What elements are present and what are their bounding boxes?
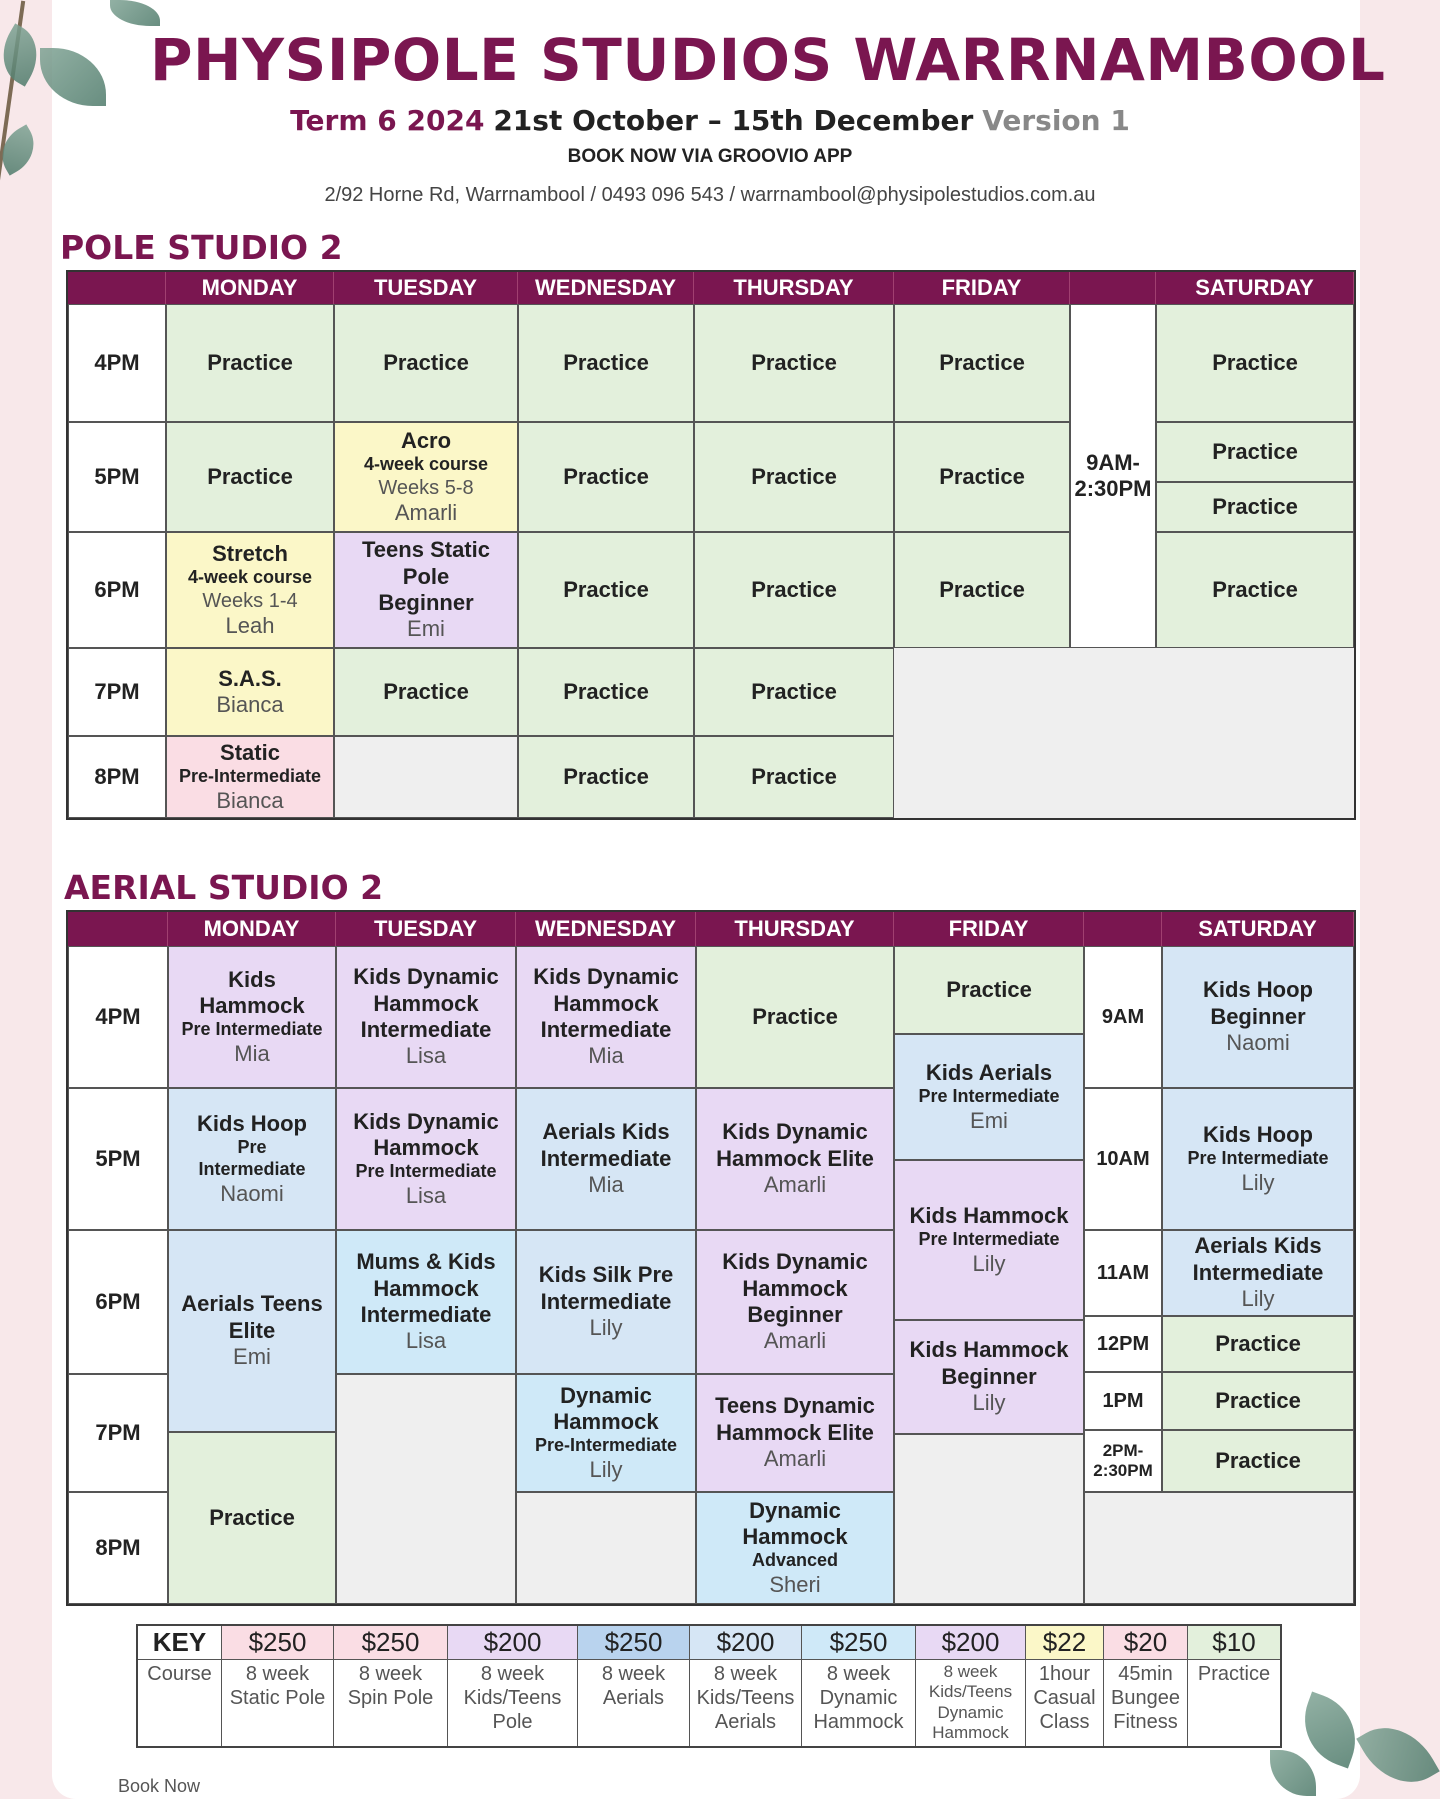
- key-desc-line: 8 week: [480, 1663, 545, 1685]
- class-level: Intermediate: [360, 1302, 492, 1327]
- key-price: $200: [916, 1626, 1025, 1660]
- class-cell: [334, 422, 518, 532]
- class-cell: [334, 304, 518, 422]
- key-price: $250: [578, 1626, 689, 1660]
- class-cell: [518, 304, 694, 422]
- key-desc-line: 8 week: [245, 1663, 310, 1685]
- instructor-name: Sheri: [769, 1571, 821, 1597]
- key-desc-line: 45min: [1118, 1663, 1173, 1685]
- day-header-wednesday: WEDNESDAY: [516, 912, 696, 946]
- class-level: Pre Intermediate: [181, 1019, 323, 1040]
- key-desc: [916, 1660, 1025, 1744]
- key-desc-line: Kids/Teens: [928, 1682, 1013, 1702]
- key-desc-line: Hammock: [932, 1723, 1009, 1743]
- key-price: $250: [334, 1626, 447, 1660]
- header-blank: [68, 272, 166, 304]
- class-name: Teens Dynamic: [715, 1393, 875, 1419]
- key-item: [1188, 1626, 1280, 1746]
- instructor-name: Amarli: [763, 1172, 827, 1198]
- key-price: $10: [1188, 1626, 1280, 1660]
- class-cell: [1156, 422, 1354, 482]
- day-header-monday: MONDAY: [166, 272, 334, 304]
- class-cell: [694, 532, 894, 648]
- instructor-name: Leah: [225, 612, 275, 638]
- instructor-name: Amarli: [763, 1328, 827, 1354]
- class-cell: [168, 1088, 336, 1230]
- class-name: Practice: [939, 576, 1025, 602]
- class-name: Hammock: [742, 1524, 848, 1549]
- instructor-name: Amarli: [394, 499, 458, 525]
- class-cell: [894, 304, 1070, 422]
- class-cell: [894, 1160, 1084, 1320]
- key-price: $250: [222, 1626, 333, 1660]
- class-name: Practice: [1212, 438, 1298, 464]
- class-cell: [1156, 304, 1354, 422]
- class-name: Practice: [1212, 493, 1298, 519]
- key-item: [334, 1626, 448, 1746]
- day-header-tuesday: TUESDAY: [336, 912, 516, 946]
- class-level: Intermediate: [540, 1288, 672, 1314]
- key-desc: [1026, 1660, 1103, 1734]
- class-cell: [166, 648, 334, 736]
- time-4pm: 4PM: [68, 946, 168, 1088]
- class-name: Practice: [209, 1504, 295, 1530]
- class-name: Kids Hoop: [1203, 1121, 1313, 1147]
- class-level: Intermediate: [540, 1145, 672, 1171]
- day-header-monday: MONDAY: [168, 912, 336, 946]
- instructor-name: Lily: [589, 1456, 623, 1482]
- time-7pm: 7PM: [68, 648, 166, 736]
- key-desc-line: Casual: [1033, 1687, 1096, 1709]
- empty-cell: [336, 1374, 516, 1604]
- class-cell: [166, 736, 334, 818]
- instructor-name: Bianca: [216, 692, 284, 717]
- instructor-name: Emi: [407, 616, 445, 642]
- empty-cell: [334, 736, 518, 818]
- class-name: Aerials Teens: [181, 1291, 323, 1317]
- class-cell: [1162, 946, 1354, 1088]
- class-name: Kids Hammock: [909, 1337, 1069, 1363]
- key-desc-line: 8 week: [943, 1662, 998, 1681]
- class-level: Intermediate: [1192, 1259, 1324, 1285]
- class-name: Practice: [752, 1003, 838, 1029]
- class-cell: [336, 1230, 516, 1374]
- class-name: Aerials Kids: [1194, 1233, 1322, 1259]
- key-desc: [448, 1660, 577, 1734]
- day-header-saturday: SATURDAY: [1162, 912, 1354, 946]
- book-now-link[interactable]: Book Now: [118, 1776, 201, 1796]
- class-name: Practice: [1215, 1447, 1301, 1473]
- key-desc: [334, 1660, 447, 1710]
- book-app-note: BOOK NOW VIA GROOVIO APP: [567, 146, 853, 167]
- class-level: Advanced: [751, 1550, 839, 1571]
- class-cell: [168, 946, 336, 1088]
- key-desc: [222, 1660, 333, 1710]
- class-name: Practice: [1215, 1387, 1301, 1413]
- class-name: Practice: [563, 678, 649, 704]
- instructor-name: Emi: [233, 1344, 271, 1370]
- class-name: Kids Dynamic: [353, 964, 499, 990]
- saturday-time: 11AM: [1084, 1230, 1162, 1316]
- class-weeks: Weeks 5-8: [378, 476, 474, 499]
- class-name: Practice: [1212, 576, 1298, 602]
- class-level: Beginner: [747, 1302, 843, 1327]
- class-name: Practice: [751, 678, 837, 704]
- class-level: Beginner: [378, 590, 474, 615]
- class-cell: [1162, 1316, 1354, 1372]
- key-price: $22: [1026, 1626, 1103, 1660]
- class-cell: [894, 422, 1070, 532]
- saturday-time: 12PM: [1084, 1316, 1162, 1372]
- class-name: Practice: [939, 463, 1025, 489]
- key-desc-line: Hammock: [813, 1711, 904, 1733]
- class-level: Elite: [228, 1317, 276, 1343]
- class-name: Hammock: [553, 1409, 659, 1434]
- instructor-name: Lily: [589, 1315, 623, 1341]
- key-desc-line: Spin Pole: [347, 1687, 434, 1709]
- class-cell: [696, 1374, 894, 1492]
- class-cell: [168, 1230, 336, 1432]
- class-detail: 4-week course: [187, 567, 313, 588]
- class-name: Stretch: [212, 540, 288, 566]
- class-cell: [518, 736, 694, 818]
- class-name: Kids Hammock: [909, 1202, 1069, 1228]
- class-cell: [1162, 1088, 1354, 1230]
- class-name: Practice: [383, 349, 469, 375]
- instructor-name: Lily: [972, 1250, 1006, 1276]
- instructor-name: Lisa: [405, 1328, 447, 1354]
- class-level: Pre Intermediate: [918, 1086, 1060, 1107]
- class-cell: [166, 532, 334, 648]
- key-course-label: Course: [147, 1663, 212, 1685]
- key-desc-line: 8 week: [713, 1663, 778, 1685]
- page-title: PHYSIPOLE STUDIOS WARRNAMBOOL: [150, 26, 1386, 94]
- time-5pm: 5PM: [68, 1088, 168, 1230]
- key-item: [916, 1626, 1026, 1746]
- class-name: Hammock: [373, 990, 479, 1016]
- version-label: Version 1: [982, 104, 1130, 137]
- class-name: Pole: [402, 563, 450, 589]
- class-cell: [1162, 1430, 1354, 1492]
- key-item: [690, 1626, 802, 1746]
- class-level: Pre Intermediate: [1187, 1148, 1329, 1169]
- key-desc-line: Kids/Teens: [696, 1687, 795, 1709]
- instructor-name: Naomi: [1226, 1030, 1290, 1056]
- class-level: Intermediate: [540, 1017, 672, 1042]
- class-cell: [518, 422, 694, 532]
- class-cell: [696, 1492, 894, 1604]
- pole-timetable: [66, 270, 1356, 820]
- time-4pm: 4PM: [68, 304, 166, 422]
- key-desc-line: Static Pole: [229, 1687, 326, 1709]
- empty-cell: [894, 648, 1354, 818]
- class-name: Kids Silk Pre: [538, 1262, 674, 1288]
- time-8pm: 8PM: [68, 1492, 168, 1604]
- class-name: Hammock: [553, 990, 659, 1016]
- day-header-friday: FRIDAY: [894, 272, 1070, 304]
- time-6pm: 6PM: [68, 532, 166, 648]
- class-name: Practice: [207, 349, 293, 375]
- key-desc-line: 1hour: [1038, 1663, 1091, 1685]
- key-label-column: [138, 1626, 222, 1746]
- class-level: Hammock Elite: [716, 1145, 874, 1171]
- class-level: Pre Intermediate: [918, 1229, 1060, 1250]
- instructor-name: Lily: [972, 1390, 1006, 1416]
- class-cell: [516, 1088, 696, 1230]
- key-item: [448, 1626, 578, 1746]
- header-blank: [1084, 912, 1162, 946]
- class-cell: [334, 648, 518, 736]
- class-level: Pre-Intermediate: [534, 1435, 678, 1456]
- day-header-friday: FRIDAY: [894, 912, 1084, 946]
- day-header-thursday: THURSDAY: [696, 912, 894, 946]
- class-level: Intermediate: [198, 1159, 306, 1179]
- class-name: Static: [220, 739, 280, 765]
- class-name: S.A.S.: [218, 665, 282, 691]
- day-header-wednesday: WEDNESDAY: [518, 272, 694, 304]
- key-desc-line: Dynamic: [937, 1702, 1004, 1722]
- key-desc-line: 8 week: [826, 1663, 891, 1685]
- instructor-name: Amarli: [763, 1446, 827, 1472]
- time-5pm: 5PM: [68, 422, 166, 532]
- instructor-name: Lily: [1241, 1286, 1275, 1312]
- class-name: Practice: [563, 349, 649, 375]
- class-cell: [518, 648, 694, 736]
- class-name: Mums & Kids: [356, 1249, 496, 1275]
- time-6pm: 6PM: [68, 1230, 168, 1374]
- key-item: [222, 1626, 334, 1746]
- key-item: [1104, 1626, 1188, 1746]
- instructor-name: Naomi: [220, 1180, 284, 1206]
- key-desc-line: Fitness: [1113, 1711, 1178, 1733]
- key-desc-line: Dynamic: [819, 1687, 898, 1709]
- class-cell: [696, 1088, 894, 1230]
- class-cell: [166, 422, 334, 532]
- instructor-name: Bianca: [216, 787, 284, 813]
- class-detail: 4-week course: [363, 454, 489, 475]
- class-cell: [694, 736, 894, 818]
- key-desc-line: Bungee: [1111, 1687, 1180, 1709]
- class-name: Hammock: [373, 1135, 479, 1160]
- day-header-thursday: THURSDAY: [694, 272, 894, 304]
- class-level: Hammock Elite: [716, 1419, 874, 1445]
- class-cell: [336, 946, 516, 1088]
- class-cell: [894, 1320, 1084, 1434]
- instructor-name: Mia: [234, 1040, 270, 1066]
- class-cell: [694, 304, 894, 422]
- key-price: $200: [690, 1626, 801, 1660]
- key-price: $20: [1104, 1626, 1187, 1660]
- class-level: Pre: [237, 1137, 267, 1158]
- contact-line: 2/92 Horne Rd, Warrnambool / 0493 096 543 / warrnambool@physipolestudios.com.au: [324, 184, 1096, 206]
- aerial-studio-title: AERIAL STUDIO 2: [64, 868, 384, 907]
- class-name: Hammock: [199, 993, 305, 1018]
- key-desc-line: Class: [1039, 1711, 1090, 1733]
- class-weeks: Weeks 1-4: [202, 589, 298, 612]
- class-level: Pre Intermediate: [355, 1161, 497, 1182]
- class-name: Practice: [1212, 349, 1298, 375]
- eucalyptus-leaf-icon: [1356, 1711, 1439, 1799]
- class-cell: [166, 304, 334, 422]
- day-header-tuesday: TUESDAY: [334, 272, 518, 304]
- class-cell: [694, 422, 894, 532]
- class-cell: [1162, 1230, 1354, 1316]
- class-name: Teens Static: [362, 537, 490, 563]
- class-name: Practice: [751, 463, 837, 489]
- time-7pm: 7PM: [68, 1374, 168, 1492]
- key-desc-line: Kids/Teens: [463, 1687, 562, 1709]
- header-blank: [68, 912, 168, 946]
- saturday-time: 9AM: [1084, 946, 1162, 1088]
- saturday-time: 1PM: [1084, 1372, 1162, 1430]
- instructor-name: Emi: [970, 1107, 1008, 1133]
- saturday-time: 10AM: [1084, 1088, 1162, 1230]
- class-name: Kids Dynamic: [722, 1119, 868, 1145]
- key-desc-line: Practice: [1197, 1663, 1271, 1685]
- instructor-name: Lisa: [405, 1043, 447, 1069]
- key-desc: [1104, 1660, 1187, 1734]
- saturday-time: [1070, 304, 1156, 648]
- class-name: Practice: [383, 678, 469, 704]
- key-desc: [802, 1660, 915, 1734]
- class-name: Kids Hoop: [1203, 977, 1313, 1003]
- class-name: Kids Hoop: [197, 1111, 307, 1137]
- key-desc: [1188, 1660, 1280, 1686]
- class-name: Kids Dynamic: [533, 964, 679, 990]
- class-cell: [894, 532, 1070, 648]
- class-cell: [516, 1374, 696, 1492]
- empty-cell: [894, 1434, 1084, 1604]
- key-desc-line: Aerials: [602, 1687, 665, 1709]
- class-cell: [516, 946, 696, 1088]
- class-name: Practice: [751, 763, 837, 789]
- class-cell: [336, 1088, 516, 1230]
- class-cell: [1156, 532, 1354, 648]
- key-desc-line: Pole: [492, 1711, 533, 1733]
- key-desc-line: 8 week: [601, 1663, 666, 1685]
- class-name: Acro: [400, 427, 452, 453]
- class-cell: [694, 648, 894, 736]
- key-label: KEY: [138, 1626, 221, 1660]
- class-cell: [516, 1230, 696, 1374]
- class-name: Practice: [207, 463, 293, 489]
- class-name: Kids: [228, 966, 276, 992]
- class-name: Kids Aerials: [925, 1059, 1053, 1085]
- term-label: Term 6 2024: [290, 104, 485, 137]
- class-cell: [894, 1034, 1084, 1160]
- key-desc-line: 8 week: [358, 1663, 423, 1685]
- time-8pm: 8PM: [68, 736, 166, 818]
- class-cell: [334, 532, 518, 648]
- class-name: Practice: [1215, 1330, 1301, 1356]
- key-desc-line: Aerials: [714, 1711, 777, 1733]
- key-price: $200: [448, 1626, 577, 1660]
- class-name: Kids Dynamic: [353, 1108, 499, 1134]
- class-name: Practice: [751, 349, 837, 375]
- saturday-time-label: 9AM- 2:30PM: [1074, 449, 1152, 501]
- class-name: Practice: [563, 463, 649, 489]
- class-name: Practice: [751, 576, 837, 602]
- class-cell: [1162, 1372, 1354, 1430]
- term-line: [150, 104, 1270, 137]
- key-item: [1026, 1626, 1104, 1746]
- key-desc: [578, 1660, 689, 1710]
- class-cell: [696, 946, 894, 1088]
- aerial-timetable: [66, 910, 1356, 1606]
- price-key: [136, 1624, 1282, 1748]
- key-item: [578, 1626, 690, 1746]
- class-name: Practice: [946, 976, 1032, 1002]
- class-name: Hammock: [373, 1275, 479, 1301]
- class-name: Hammock: [742, 1275, 848, 1301]
- saturday-time: 2PM- 2:30PM: [1084, 1430, 1162, 1492]
- class-cell: [518, 532, 694, 648]
- class-name: Aerials Kids: [542, 1119, 670, 1145]
- class-cell: [696, 1230, 894, 1374]
- empty-cell: [516, 1492, 696, 1604]
- class-cell: [1156, 482, 1354, 532]
- class-level: Beginner: [941, 1363, 1037, 1389]
- class-name: Practice: [563, 763, 649, 789]
- class-name: Dynamic: [560, 1382, 652, 1408]
- class-detail: Pre-Intermediate: [178, 766, 322, 787]
- class-name: Dynamic: [749, 1497, 841, 1523]
- key-price: $250: [802, 1626, 915, 1660]
- instructor-name: Mia: [588, 1172, 624, 1198]
- class-name: Practice: [563, 576, 649, 602]
- empty-cell: [1084, 1492, 1354, 1604]
- class-level: Beginner: [1210, 1003, 1306, 1029]
- day-header-saturday: SATURDAY: [1156, 272, 1354, 304]
- class-name: Kids Dynamic: [722, 1249, 868, 1275]
- instructor-name: Lisa: [405, 1182, 447, 1208]
- key-desc: [690, 1660, 801, 1734]
- class-cell: [894, 946, 1084, 1034]
- instructor-name: Lily: [1241, 1169, 1275, 1195]
- key-item: [802, 1626, 916, 1746]
- class-name: Practice: [939, 349, 1025, 375]
- class-level: Intermediate: [360, 1017, 492, 1042]
- pole-studio-title: POLE STUDIO 2: [60, 228, 343, 267]
- term-dates: 21st October – 15th December: [493, 104, 974, 137]
- class-cell: [168, 1432, 336, 1604]
- header-blank: [1070, 272, 1156, 304]
- instructor-name: Mia: [588, 1043, 624, 1069]
